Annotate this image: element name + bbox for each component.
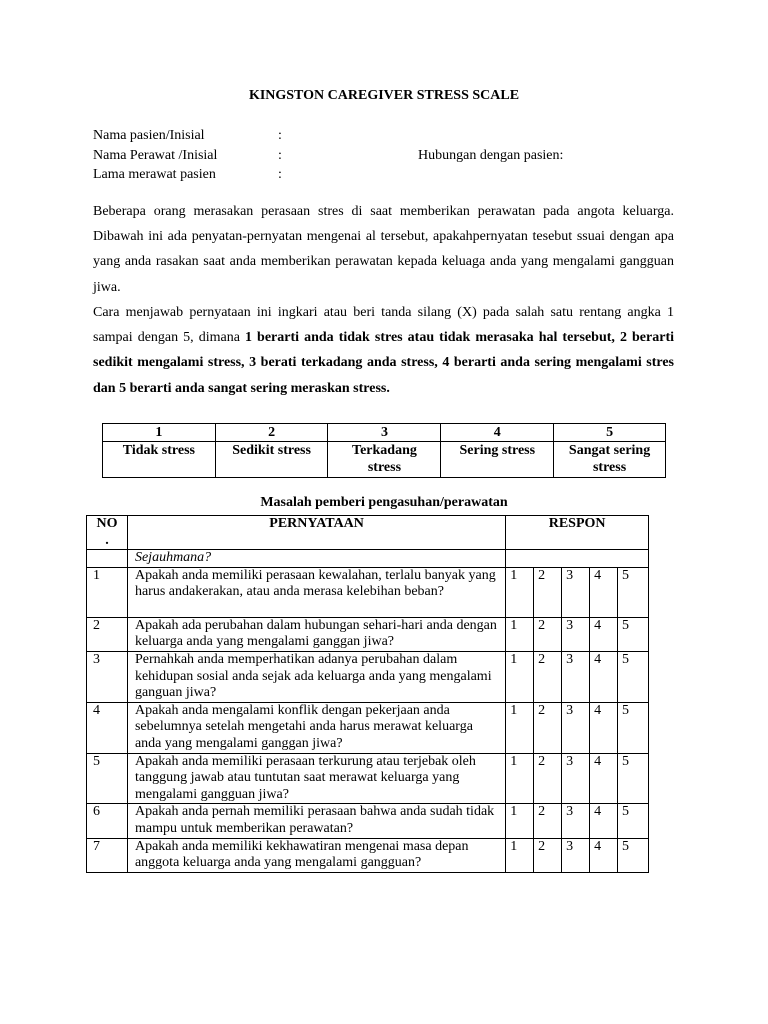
response-option[interactable]: 3 <box>562 567 590 617</box>
column-response-header: RESPON <box>506 516 649 550</box>
care-duration-label: Lama merawat pasien <box>93 167 216 182</box>
response-option[interactable]: 4 <box>590 651 618 702</box>
table-row <box>87 702 649 753</box>
response-option[interactable]: 3 <box>562 804 590 838</box>
nurse-name-label: Nama Perawat /Inisial <box>93 148 218 163</box>
response-option[interactable]: 4 <box>590 567 618 617</box>
document-title: KINGSTON CAREGIVER STRESS SCALE <box>248 88 520 103</box>
prompt-response-cell <box>506 550 649 568</box>
scale-label-row <box>103 442 666 478</box>
relation-label: Hubungan dengan pasien: <box>418 148 564 163</box>
row-number: 6 <box>87 804 128 838</box>
response-option[interactable]: 3 <box>562 753 590 804</box>
table-row <box>87 567 649 617</box>
response-option[interactable]: 1 <box>506 702 534 753</box>
intro-paragraph: Beberapa orang merasakan perasaan stres di saat memberikan perawatan pada angota keluarga. Dibawah ini ada penyatan-pernyatan mengenai al tersebut, apakahpernyatan tesebut ssuai dengan apa yang anda rasakan saat anda memberikan perawatan kepada keluaga anda yang mengalami gangguan jiwa. <box>93 204 674 295</box>
scale-number: 4 <box>441 424 554 442</box>
scale-number: 5 <box>554 424 666 442</box>
response-option[interactable]: 4 <box>590 804 618 838</box>
response-option[interactable]: 5 <box>618 753 649 804</box>
nurse-name-colon: : <box>278 148 282 163</box>
response-option[interactable]: 3 <box>562 702 590 753</box>
scale-number: 1 <box>103 424 216 442</box>
response-option[interactable]: 1 <box>506 651 534 702</box>
instruction-plain-text: Cara menjawab pernyataan ini ingkari atau beri tanda silang (X) pada salah satu rentang angka 1 sampai dengan 5, dimana <box>93 305 674 346</box>
row-statement: Apakah anda mengalami konflik dengan pekerjaan anda sebelumnya setelah mengetahi anda harus merawat keluarga anda yang mengalami ganggan jiwa? <box>127 702 505 753</box>
response-option[interactable]: 4 <box>590 702 618 753</box>
response-option[interactable]: 3 <box>562 838 590 872</box>
prompt-row <box>87 550 649 568</box>
row-statement: Pernahkah anda memperhatikan adanya perubahan dalam kehidupan sosial anda sejak ada keluarga anda yang mengalami ganguan jiwa? <box>127 651 505 702</box>
response-option[interactable]: 2 <box>534 702 562 753</box>
rating-scale-table <box>102 423 666 478</box>
row-statement: Apakah anda memiliki kekhawatiran mengenai masa depan anggota keluarga anda yang mengalami gangguan? <box>127 838 505 872</box>
row-statement: Apakah ada perubahan dalam hubungan sehari-hari anda dengan keluarga anda yang mengalami ganggan jiwa? <box>127 617 505 651</box>
scale-number: 2 <box>215 424 328 442</box>
response-option[interactable]: 2 <box>534 753 562 804</box>
table-header-row <box>87 516 649 550</box>
table-row <box>87 753 649 804</box>
response-option[interactable]: 4 <box>590 838 618 872</box>
row-number: 5 <box>87 753 128 804</box>
scale-number-row <box>103 424 666 442</box>
prompt-text: Sejauhmana? <box>127 550 505 568</box>
response-option[interactable]: 4 <box>590 753 618 804</box>
response-option[interactable]: 5 <box>618 804 649 838</box>
prompt-no-cell <box>87 550 128 568</box>
response-option[interactable]: 1 <box>506 804 534 838</box>
instruction-paragraph <box>93 300 674 401</box>
questionnaire-table <box>86 515 649 873</box>
scale-label: Tidak stress <box>103 442 216 478</box>
column-statement-header: PERNYATAAN <box>127 516 505 550</box>
response-option[interactable]: 2 <box>534 617 562 651</box>
response-option[interactable]: 5 <box>618 567 649 617</box>
response-option[interactable]: 3 <box>562 617 590 651</box>
row-number: 1 <box>87 567 128 617</box>
row-number: 2 <box>87 617 128 651</box>
response-option[interactable]: 3 <box>562 651 590 702</box>
scale-label: Sedikit stress <box>215 442 328 478</box>
response-option[interactable]: 1 <box>506 617 534 651</box>
section-title: Masalah pemberi pengasuhan/perawatan <box>260 495 508 510</box>
scale-label: Terkadang stress <box>328 442 441 478</box>
scale-label: Sering stress <box>441 442 554 478</box>
response-option[interactable]: 1 <box>506 838 534 872</box>
scale-number: 3 <box>328 424 441 442</box>
response-option[interactable]: 1 <box>506 567 534 617</box>
scale-label: Sangat sering stress <box>554 442 666 478</box>
response-option[interactable]: 2 <box>534 651 562 702</box>
row-number: 7 <box>87 838 128 872</box>
table-row <box>87 617 649 651</box>
row-number: 3 <box>87 651 128 702</box>
response-option[interactable]: 5 <box>618 651 649 702</box>
table-row <box>87 651 649 702</box>
row-statement: Apakah anda memiliki perasaan terkurung atau terjebak oleh tanggung jawab atau tuntutan saat merawat keluarga yang mengalami gangguan jiwa? <box>127 753 505 804</box>
response-option[interactable]: 5 <box>618 838 649 872</box>
table-row <box>87 804 649 838</box>
response-option[interactable]: 4 <box>590 617 618 651</box>
response-option[interactable]: 2 <box>534 804 562 838</box>
care-duration-colon: : <box>278 167 282 182</box>
column-no-header: NO . <box>87 516 128 550</box>
patient-name-label: Nama pasien/Inisial <box>93 128 205 143</box>
row-statement: Apakah anda pernah memiliki perasaan bahwa anda sudah tidak mampu untuk memberikan perawatan? <box>127 804 505 838</box>
response-option[interactable]: 2 <box>534 838 562 872</box>
instruction-bold-text: 1 berarti anda tidak stres atau tidak merasaka hal tersebut, 2 berarti sedikit mengalami stress, 3 berati terkadang anda stress, 4 berarti anda sering mengalami stres dan 5 berarti anda sangat sering meraskan stress. <box>93 330 674 396</box>
response-option[interactable]: 5 <box>618 702 649 753</box>
response-option[interactable]: 5 <box>618 617 649 651</box>
response-option[interactable]: 1 <box>506 753 534 804</box>
patient-name-colon: : <box>278 128 282 143</box>
row-number: 4 <box>87 702 128 753</box>
response-option[interactable]: 2 <box>534 567 562 617</box>
row-statement: Apakah anda memiliki perasaan kewalahan, terlalu banyak yang harus andakerakan, atau anda merasa kelebihan beban? <box>127 567 505 617</box>
table-row <box>87 838 649 872</box>
